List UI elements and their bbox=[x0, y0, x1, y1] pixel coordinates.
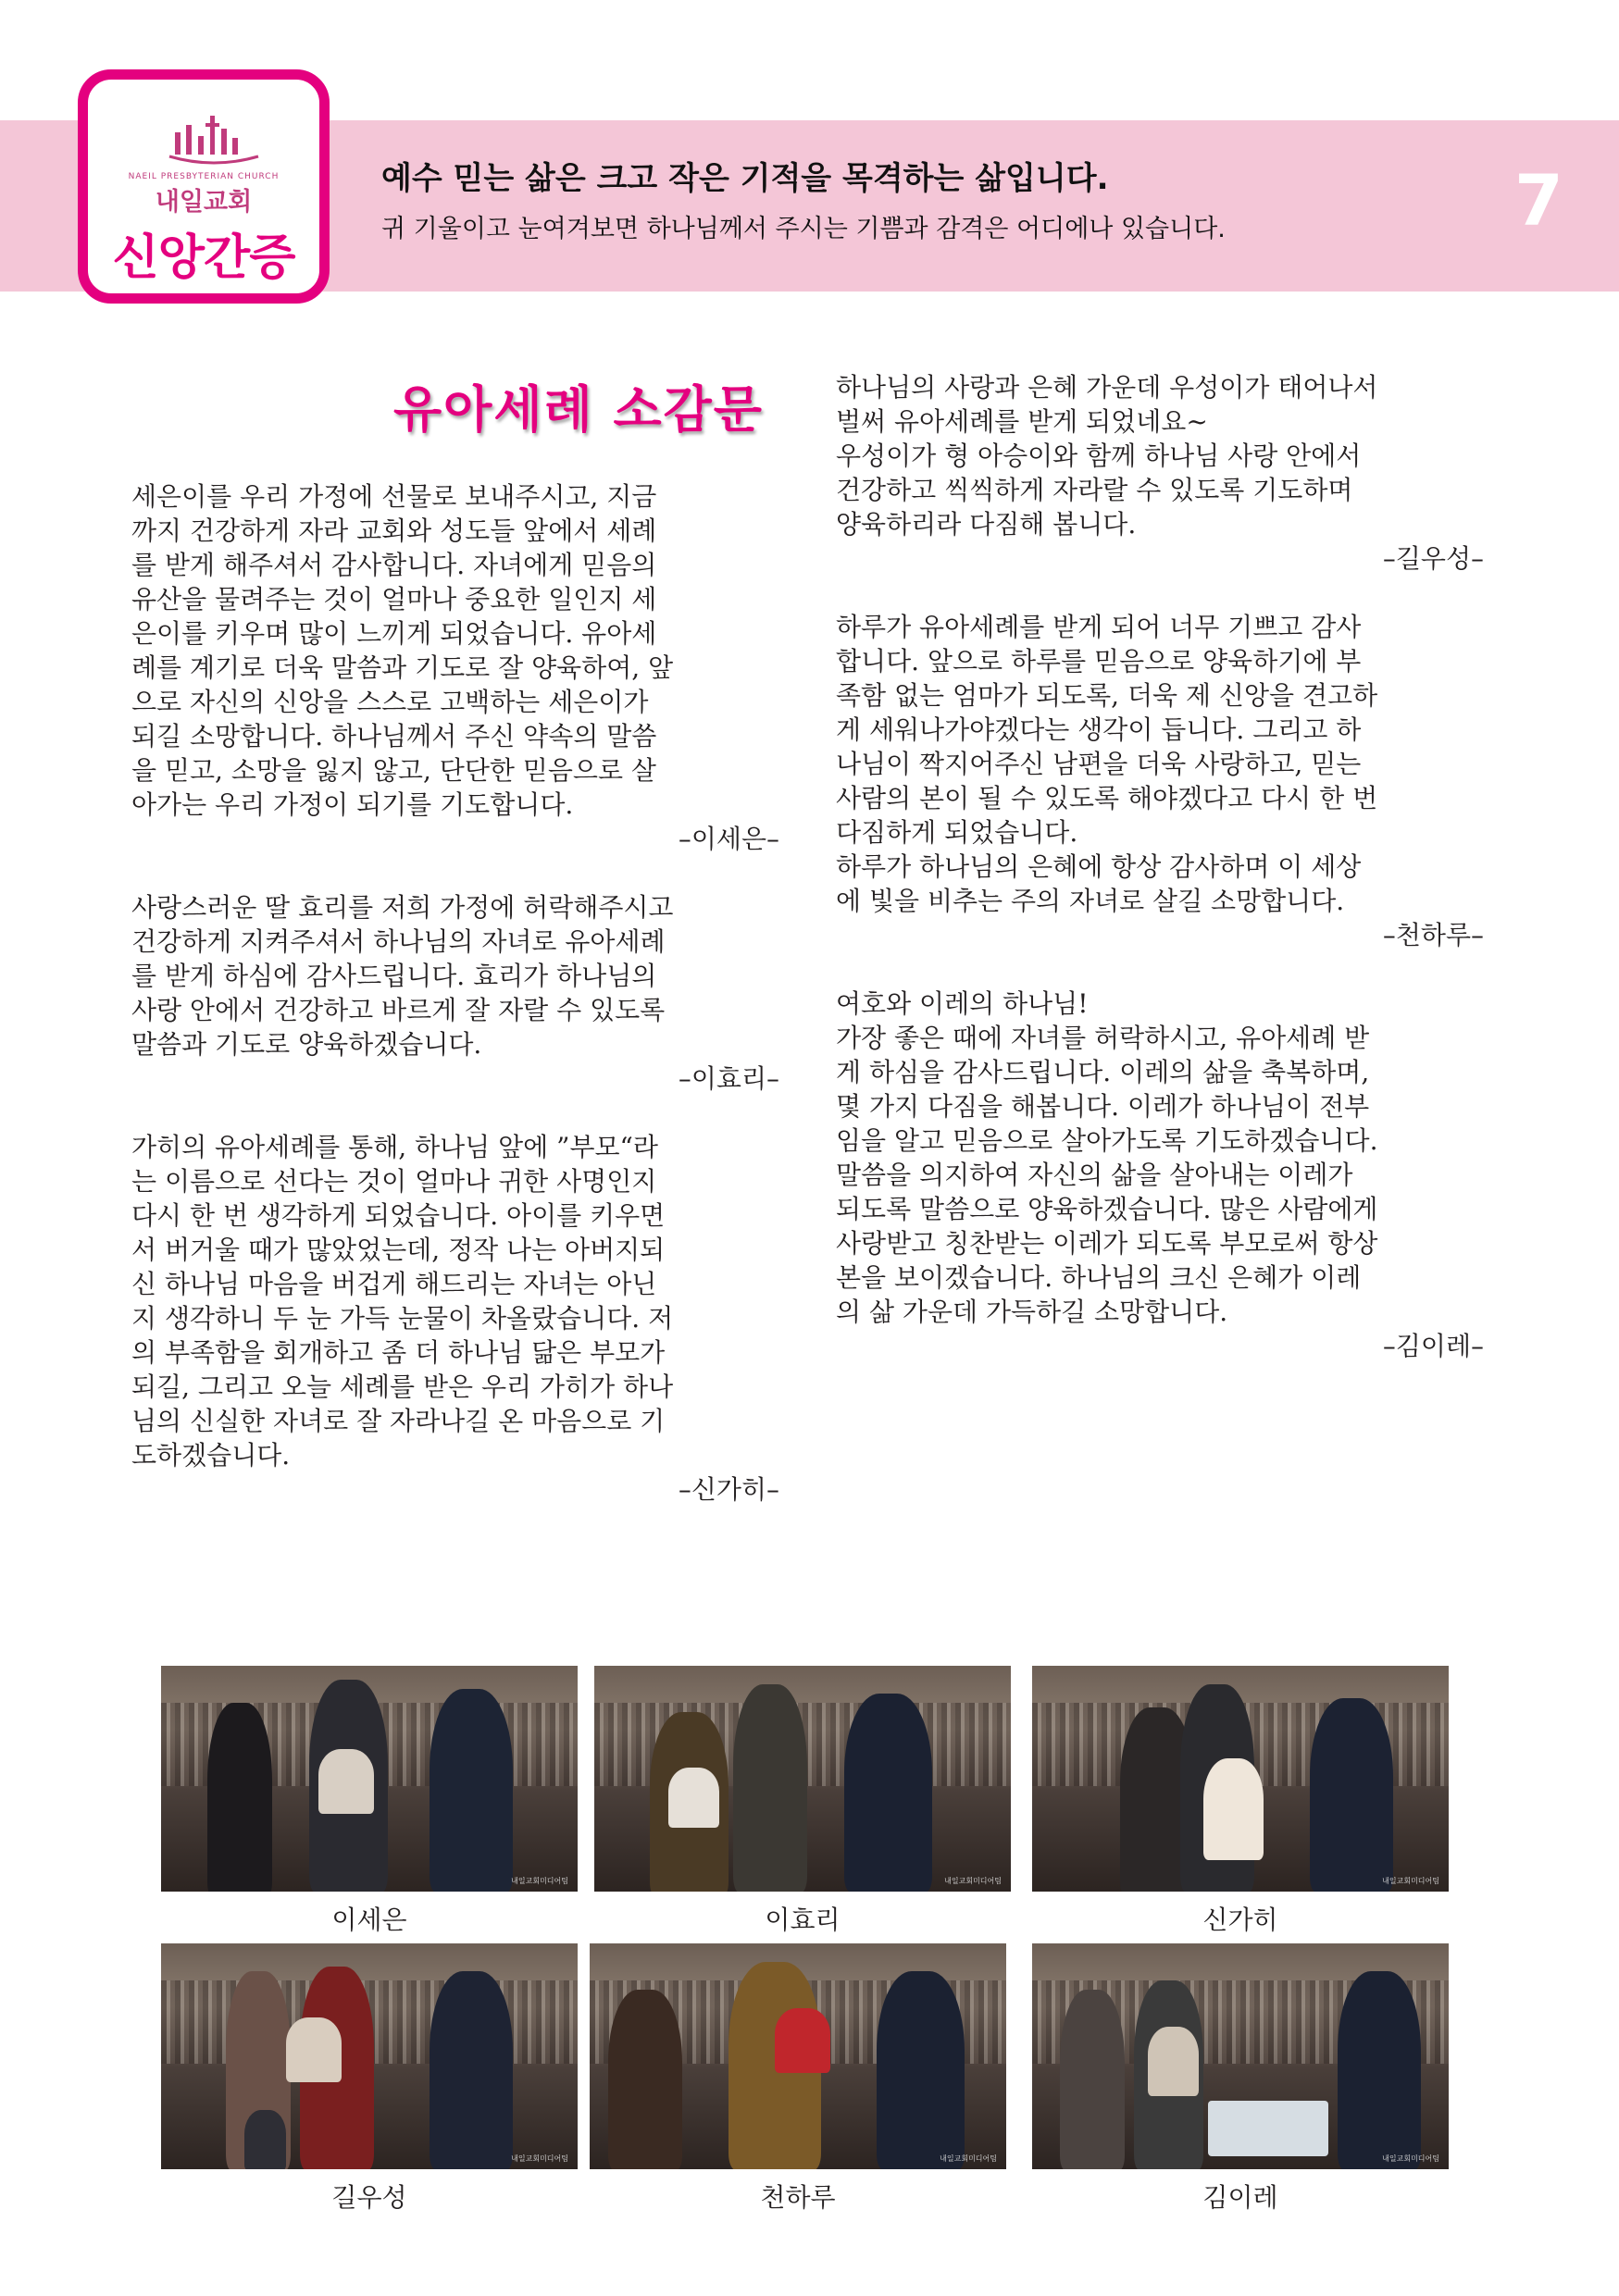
text-line: 는 이름으로 선다는 것이 얼마나 귀한 사명인지 bbox=[131, 1166, 657, 1197]
text-line: 신 하나님 마음을 버겁게 해드리는 자녀는 아닌 bbox=[131, 1269, 657, 1299]
text-line: 되길 소망합니다. 하나님께서 주신 약속의 말씀 bbox=[131, 721, 657, 751]
baptism-photo bbox=[161, 1943, 578, 2169]
photo-caption: 이효리 bbox=[765, 1905, 841, 1935]
text-line: 의 부족함을 회개하고 좀 더 하나님 닮은 부모가 bbox=[131, 1337, 666, 1368]
logo-church-name: 내일교회 bbox=[155, 188, 253, 217]
testimony-signature: –신가히– bbox=[678, 1474, 779, 1505]
photo-caption: 이세은 bbox=[331, 1905, 407, 1935]
testimony-paragraph bbox=[131, 890, 779, 1061]
text-line: 하나님의 사랑과 은혜 가운데 우성이가 태어나서 bbox=[836, 372, 1378, 403]
text-line: 임을 알고 믿음으로 살아가도록 기도하겠습니다. bbox=[836, 1125, 1378, 1156]
text-line: 도하겠습니다. bbox=[131, 1440, 291, 1471]
text-line: 의 삶 가운데 가득하길 소망합니다. bbox=[836, 1297, 1228, 1327]
text-line: 양육하리라 다짐해 봅니다. bbox=[836, 509, 1137, 540]
text-line: 족함 없는 엄마가 되도록, 더욱 제 신앙을 견고하 bbox=[836, 680, 1378, 711]
text-line: 여호와 이레의 하나님! bbox=[836, 988, 1089, 1019]
text-line: 서 버거울 때가 많았었는데, 정작 나는 아버지되 bbox=[131, 1235, 666, 1265]
article-title: 유아세례 소감문 bbox=[393, 380, 764, 439]
text-line: 합니다. 앞으로 하루를 믿음으로 양육하기에 부 bbox=[836, 646, 1362, 676]
section-title: 신앙간증 bbox=[112, 230, 295, 286]
testimony-paragraph bbox=[836, 370, 1484, 541]
photo-caption: 천하루 bbox=[760, 2182, 836, 2213]
text-line: 몇 가지 다짐을 해봅니다. 이레가 하나님이 전부 bbox=[836, 1091, 1370, 1122]
text-line: 례를 계기로 더욱 말씀과 기도로 잘 양육하여, 앞 bbox=[131, 652, 674, 683]
testimony-signature: –이효리– bbox=[678, 1063, 779, 1094]
text-line: 으로 자신의 신앙을 스스로 고백하는 세은이가 bbox=[131, 687, 649, 717]
text-line: 를 받게 하심에 감사드립니다. 효리가 하나님의 bbox=[131, 961, 657, 991]
photo-caption: 김이레 bbox=[1202, 2182, 1278, 2213]
photo-watermark: 내일교회미디어팀 bbox=[511, 1877, 568, 1885]
text-line: 하루가 유아세례를 받게 되어 너무 기쁘고 감사 bbox=[836, 612, 1362, 642]
text-line: 말씀을 의지하여 자신의 삶을 살아내는 이레가 bbox=[836, 1160, 1353, 1190]
text-line: 되도록 말씀으로 양육하겠습니다. 많은 사람에게 bbox=[836, 1194, 1378, 1224]
page-number: 7 bbox=[1514, 159, 1563, 242]
text-line: 에 빛을 비추는 주의 자녀로 살길 소망합니다. bbox=[836, 886, 1345, 916]
text-line: 말씀과 기도로 양육하겠습니다. bbox=[131, 1029, 482, 1060]
text-line: 지 생각하니 두 눈 가득 눈물이 차올랐습니다. 저 bbox=[131, 1303, 674, 1334]
text-line: 사랑받고 칭찬받는 이레가 되도록 부모로써 항상 bbox=[836, 1228, 1378, 1259]
testimony-paragraph bbox=[131, 1130, 779, 1472]
text-line: 을 믿고, 소망을 잃지 않고, 단단한 믿음으로 살 bbox=[131, 755, 656, 786]
photo-caption: 신가히 bbox=[1202, 1905, 1278, 1935]
testimony-paragraph bbox=[836, 987, 1484, 1329]
photo-caption: 길우성 bbox=[331, 2182, 407, 2213]
baptism-photo bbox=[590, 1943, 1006, 2169]
text-line: 다시 한 번 생각하게 되었습니다. 아이를 키우면 bbox=[131, 1200, 666, 1231]
text-line: 되길, 그리고 오늘 세례를 받은 우리 가히가 하나 bbox=[131, 1371, 674, 1402]
text-line: 까지 건강하게 자라 교회와 성도들 앞에서 세례 bbox=[131, 515, 657, 546]
baptism-photo bbox=[1032, 1666, 1449, 1892]
church-logo-icon bbox=[168, 112, 260, 169]
text-line: 우성이가 형 아승이와 함께 하나님 사랑 안에서 bbox=[836, 441, 1362, 471]
photo-watermark: 내일교회미디어팀 bbox=[511, 2154, 568, 2163]
photo-watermark: 내일교회미디어팀 bbox=[1382, 1877, 1439, 1885]
text-line: 게 세워나가야겠다는 생각이 듭니다. 그리고 하 bbox=[836, 714, 1362, 745]
text-line: 사람의 본이 될 수 있도록 해야겠다고 다시 한 번 bbox=[836, 783, 1378, 813]
article-column-left bbox=[131, 479, 779, 1507]
testimony-signature: –김이레– bbox=[1382, 1331, 1484, 1361]
article-column-right bbox=[836, 370, 1484, 1363]
text-line: 님의 신실한 자녀로 잘 자라나길 온 마음으로 기 bbox=[131, 1406, 666, 1436]
testimony-signature: –천하루– bbox=[1382, 920, 1484, 950]
text-line: 건강하게 지켜주셔서 하나님의 자녀로 유아세례 bbox=[131, 926, 666, 957]
baptism-photo bbox=[594, 1666, 1011, 1892]
text-line: 게 하심을 감사드립니다. 이레의 삶을 축복하며, bbox=[836, 1057, 1370, 1087]
text-line: 가장 좋은 때에 자녀를 허락하시고, 유아세례 받 bbox=[836, 1023, 1370, 1053]
text-line: 은이를 키우며 많이 느끼게 되었습니다. 유아세 bbox=[131, 618, 657, 649]
text-line: 사랑스러운 딸 효리를 저희 가정에 허락해주시고 bbox=[131, 892, 674, 923]
text-line: 사랑 안에서 건강하고 바르게 잘 자랄 수 있도록 bbox=[131, 995, 666, 1025]
testimony-paragraph bbox=[836, 610, 1484, 918]
text-line: 유산을 물려주는 것이 얼마나 중요한 일인지 세 bbox=[131, 584, 657, 614]
text-line: 다짐하게 되었습니다. bbox=[836, 817, 1078, 848]
photo-watermark: 내일교회미디어팀 bbox=[944, 1877, 1002, 1885]
text-line: 아가는 우리 가정이 되기를 기도합니다. bbox=[131, 789, 574, 820]
testimony-signature: –길우성– bbox=[1382, 543, 1484, 574]
text-line: 세은이를 우리 가정에 선물로 보내주시고, 지금 bbox=[131, 481, 657, 512]
logo-english-text: NAEIL PRESBYTERIAN CHURCH bbox=[128, 172, 280, 181]
photo-watermark: 내일교회미디어팀 bbox=[940, 2154, 997, 2163]
text-line: 나님이 짝지어주신 남편을 더욱 사랑하고, 믿는 bbox=[836, 749, 1362, 779]
text-line: 본을 보이겠습니다. 하나님의 크신 은혜가 이레 bbox=[836, 1262, 1362, 1293]
testimony-paragraph bbox=[131, 479, 779, 822]
section-logo-box bbox=[78, 69, 330, 304]
text-line: 벌써 유아세례를 받게 되었네요~ bbox=[836, 406, 1208, 437]
testimony-signature: –이세은– bbox=[678, 824, 779, 854]
header-sub-line: 귀 기울이고 눈여겨보면 하나님께서 주시는 기쁨과 감격은 어디에나 있습니다. bbox=[381, 215, 1226, 243]
baptism-photo bbox=[1032, 1943, 1449, 2169]
text-line: 건강하고 씩씩하게 자라랄 수 있도록 기도하며 bbox=[836, 475, 1353, 505]
text-line: 가히의 유아세례를 통해, 하나님 앞에 ”부모“라 bbox=[131, 1132, 658, 1162]
baptism-photo bbox=[161, 1666, 578, 1892]
text-line: 하루가 하나님의 은혜에 항상 감사하며 이 세상 bbox=[836, 851, 1362, 882]
header-main-line: 예수 믿는 삶은 크고 작은 기적을 목격하는 삶입니다. bbox=[381, 160, 1109, 197]
text-line: 를 받게 해주셔서 감사합니다. 자녀에게 믿음의 bbox=[131, 550, 657, 580]
photo-watermark: 내일교회미디어팀 bbox=[1382, 2154, 1439, 2163]
